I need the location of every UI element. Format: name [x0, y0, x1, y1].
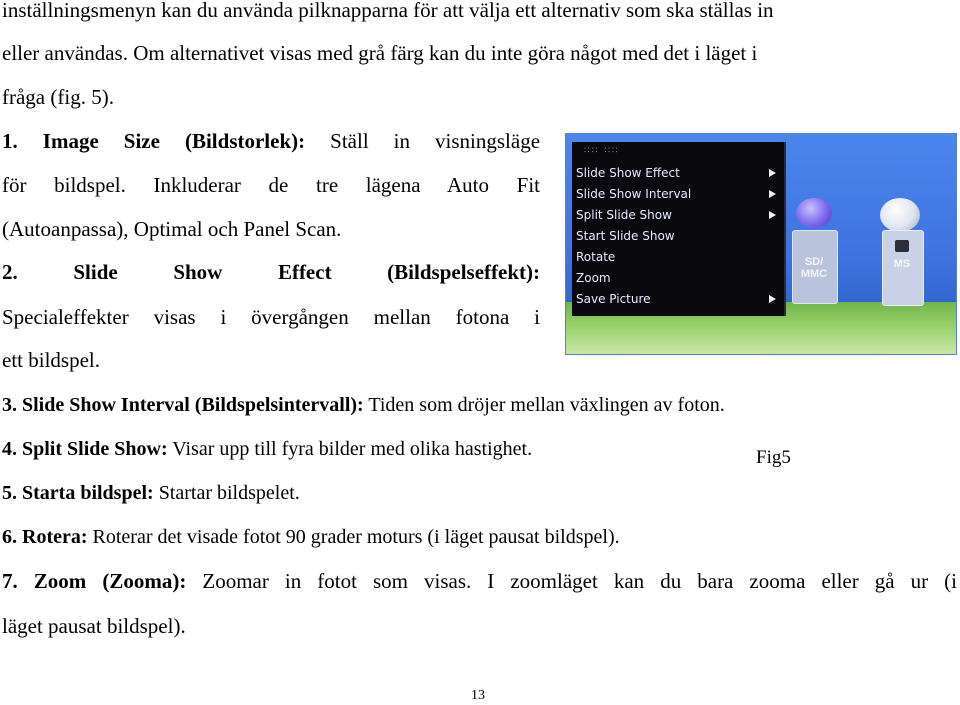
item-7-text-1: Zoomar in fotot som visas. I zoomläget kan du bara zooma eller gå ur (i — [202, 569, 958, 593]
item-7-line-2: läget pausat bildspel). — [2, 614, 186, 638]
submenu-arrow-icon — [769, 190, 776, 198]
menu-item-slide-show-effect[interactable] — [576, 163, 782, 183]
item-1-text-1: Ställ in visningsläge — [330, 129, 541, 153]
sd-mmc-label: SD/ MMC — [800, 256, 828, 281]
item-6-number: 6. — [2, 526, 17, 548]
item-4-title: Split Slide Show: — [22, 438, 168, 460]
item-3 — [2, 395, 725, 415]
item-1-line-1 — [2, 131, 540, 152]
intro-line-1: inställningsmenyn kan du använda pilknapparna för att välja ett alternativ som ska ställas in — [2, 0, 774, 22]
menu-item-start-slide-show[interactable] — [576, 226, 782, 246]
item-4-number: 4. — [2, 438, 17, 460]
item-1-title: Image Size (Bildstorlek): — [42, 129, 306, 153]
menu-item-slide-show-interval[interactable] — [576, 184, 782, 204]
menu-item-save-picture[interactable] — [576, 289, 782, 309]
item-5-text: Startar bildspelet. — [158, 482, 300, 504]
figure-caption: Fig5 — [756, 447, 791, 468]
ms-label: MS — [893, 258, 911, 270]
ms-indicator-icon — [880, 198, 920, 232]
menu-item-label: Zoom — [576, 271, 611, 285]
item-7-line-1 — [2, 571, 957, 592]
item-3-title: Slide Show Interval (Bildspelsintervall): — [22, 394, 364, 416]
sd-indicator-icon — [796, 198, 832, 228]
item-2-text-1: Specialeffekter visas i övergången mellan fotona i — [2, 305, 540, 329]
item-4-text: Visar upp till fyra bilder med olika hastighet. — [172, 438, 533, 460]
menu-item-rotate[interactable] — [576, 247, 782, 267]
item-1-number: 1. — [2, 129, 18, 153]
item-7-number: 7. — [2, 569, 18, 593]
item-3-number: 3. — [2, 394, 17, 416]
intro-line-2: eller användas. Om alternativet visas med grå färg kan du inte göra något med det i läget i — [2, 41, 758, 65]
item-2-number: 2. — [2, 260, 18, 284]
item-2-line-1 — [2, 262, 540, 283]
ms-card-slot — [895, 240, 909, 252]
item-1-line-3: (Autoanpassa), Optimal och Panel Scan. — [2, 217, 342, 241]
menu-item-label: Split Slide Show — [576, 208, 672, 222]
ms-card-icon[interactable] — [878, 196, 926, 308]
item-5-title: Starta bildspel: — [22, 482, 154, 504]
figure-5-screenshot — [565, 133, 957, 355]
item-7-title: Zoom (Zooma): — [33, 569, 187, 593]
item-1-text-2: för bildspel. Inkluderar de tre lägena Auto Fit — [2, 173, 540, 197]
item-3-text: Tiden som dröjer mellan växlingen av foton. — [368, 394, 725, 416]
menu-item-label: Slide Show Interval — [576, 187, 692, 201]
item-5 — [2, 483, 300, 503]
submenu-arrow-icon — [769, 211, 776, 219]
item-6-title: Rotera: — [22, 526, 88, 548]
submenu-arrow-icon — [769, 295, 776, 303]
menu-item-label: Rotate — [576, 250, 616, 264]
menu-item-label: Start Slide Show — [576, 229, 675, 243]
item-2-line-3: ett bildspel. — [2, 348, 100, 372]
item-6-text: Roterar det visade fotot 90 grader moturs (i läget pausat bildspel). — [92, 526, 620, 548]
menu-title: ∷∷ ∷∷ — [584, 146, 620, 156]
menu-item-zoom[interactable] — [576, 268, 782, 288]
settings-menu — [572, 142, 786, 316]
item-4 — [2, 439, 532, 459]
menu-item-label: Save Picture — [576, 292, 651, 306]
page-number: 13 — [471, 688, 485, 703]
menu-item-split-slide-show[interactable] — [576, 205, 782, 225]
item-5-number: 5. — [2, 482, 17, 504]
item-6 — [2, 527, 620, 547]
menu-item-label: Slide Show Effect — [576, 166, 680, 180]
sd-mmc-card-icon[interactable] — [792, 196, 836, 306]
intro-line-3: fråga (fig. 5). — [2, 85, 114, 109]
item-2-line-2 — [2, 307, 540, 328]
item-2-title: Slide Show Effect (Bildspelseffekt): — [73, 260, 540, 284]
submenu-arrow-icon — [769, 169, 776, 177]
item-1-line-2 — [2, 175, 540, 196]
